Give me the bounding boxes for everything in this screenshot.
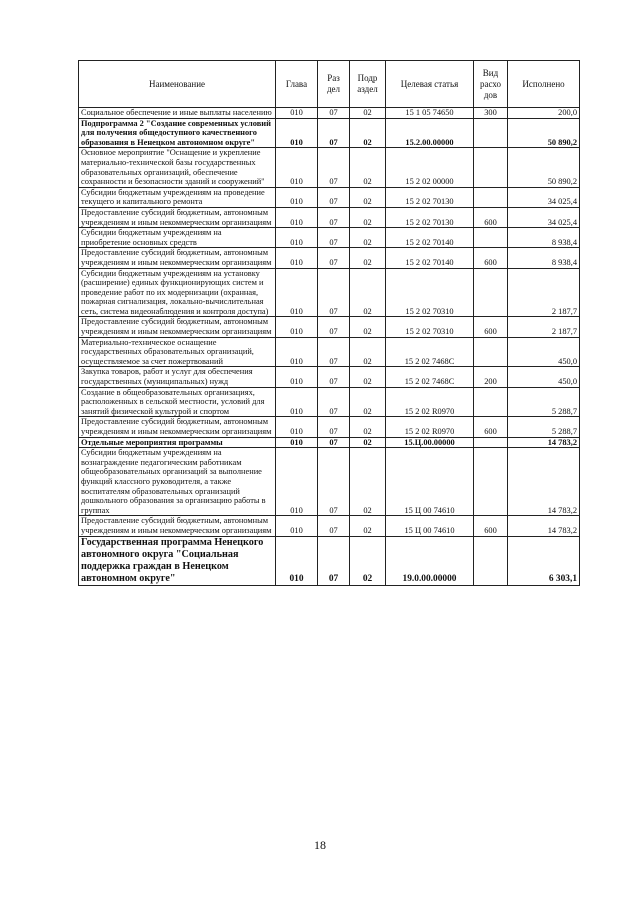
row-target-article: 15.Ц.00.00000 bbox=[386, 437, 474, 448]
table-row bbox=[79, 228, 580, 248]
row-name: Предоставление субсидий бюджетным, автономным учреждениям и иным некоммерческим организациям bbox=[79, 417, 276, 437]
row-razdel: 07 bbox=[318, 187, 350, 207]
row-glava: 010 bbox=[276, 187, 318, 207]
page-number: 18 bbox=[314, 838, 326, 852]
row-glava: 010 bbox=[276, 536, 318, 585]
row-glava: 010 bbox=[276, 268, 318, 317]
row-podrazdel: 02 bbox=[350, 387, 386, 417]
table-row bbox=[79, 248, 580, 268]
row-name: Материально-техническое оснащение государственных образовательных организаций, осуществляемое за счет пожертвований bbox=[79, 337, 276, 367]
row-razdel: 07 bbox=[318, 448, 350, 516]
header-glava: Глава bbox=[276, 61, 318, 108]
row-name: Создание в общеобразовательных организациях, расположенных в сельской местности, условий для занятий физической культурой и спортом bbox=[79, 387, 276, 417]
row-podrazdel: 02 bbox=[350, 437, 386, 448]
table-row bbox=[79, 536, 580, 585]
table-row bbox=[79, 448, 580, 516]
table-row bbox=[79, 337, 580, 367]
row-podrazdel: 02 bbox=[350, 118, 386, 148]
row-amount: 2 187,7 bbox=[508, 268, 580, 317]
row-glava: 010 bbox=[276, 148, 318, 187]
row-glava: 010 bbox=[276, 387, 318, 417]
row-expense-type bbox=[474, 118, 508, 148]
row-name: Отдельные мероприятия программы bbox=[79, 437, 276, 448]
row-razdel: 07 bbox=[318, 108, 350, 119]
row-expense-type: 200 bbox=[474, 367, 508, 387]
row-podrazdel: 02 bbox=[350, 148, 386, 187]
row-podrazdel: 02 bbox=[350, 367, 386, 387]
row-podrazdel: 02 bbox=[350, 536, 386, 585]
row-name: Подпрограмма 2 "Создание современных условий для получения общедоступного качественного образования в Ненецком автономном округе" bbox=[79, 118, 276, 148]
row-amount: 34 025,4 bbox=[508, 207, 580, 227]
table-row bbox=[79, 148, 580, 187]
row-expense-type bbox=[474, 387, 508, 417]
row-target-article: 19.0.00.00000 bbox=[386, 536, 474, 585]
row-razdel: 07 bbox=[318, 317, 350, 337]
row-amount: 14 783,2 bbox=[508, 448, 580, 516]
row-name: Субсидии бюджетным учреждениям на проведение текущего и капитального ремонта bbox=[79, 187, 276, 207]
table-row bbox=[79, 118, 580, 148]
row-razdel: 07 bbox=[318, 367, 350, 387]
row-target-article: 15 Ц 00 74610 bbox=[386, 516, 474, 536]
row-name: Субсидии бюджетным учреждениям на установку (расширение) единых функционирующих систем и проведение работ по их модернизации (охранная, пожарная сигнализация, локально-вычислительная сеть, система видеонаблюдения и контроля доступа) bbox=[79, 268, 276, 317]
table-row bbox=[79, 187, 580, 207]
row-glava: 010 bbox=[276, 337, 318, 367]
row-target-article: 15 2 02 70130 bbox=[386, 207, 474, 227]
row-target-article: 15 2 02 R0970 bbox=[386, 387, 474, 417]
row-expense-type: 600 bbox=[474, 207, 508, 227]
row-amount: 450,0 bbox=[508, 337, 580, 367]
row-target-article: 15 2 02 7468С bbox=[386, 367, 474, 387]
table-row bbox=[79, 367, 580, 387]
row-podrazdel: 02 bbox=[350, 448, 386, 516]
header-target-article: Целевая статья bbox=[386, 61, 474, 108]
row-glava: 010 bbox=[276, 448, 318, 516]
row-glava: 010 bbox=[276, 248, 318, 268]
row-target-article: 15 2 02 70310 bbox=[386, 268, 474, 317]
row-expense-type bbox=[474, 187, 508, 207]
row-expense-type bbox=[474, 437, 508, 448]
row-glava: 010 bbox=[276, 207, 318, 227]
row-razdel: 07 bbox=[318, 437, 350, 448]
row-amount: 5 288,7 bbox=[508, 387, 580, 417]
row-podrazdel: 02 bbox=[350, 187, 386, 207]
row-amount: 14 783,2 bbox=[508, 437, 580, 448]
row-razdel: 07 bbox=[318, 417, 350, 437]
row-razdel: 07 bbox=[318, 268, 350, 317]
row-amount: 8 938,4 bbox=[508, 248, 580, 268]
row-razdel: 07 bbox=[318, 228, 350, 248]
row-podrazdel: 02 bbox=[350, 268, 386, 317]
row-podrazdel: 02 bbox=[350, 516, 386, 536]
row-name: Государственная программа Ненецкого автономного округа "Социальная поддержка граждан в Ненецком автономном округе" bbox=[79, 536, 276, 585]
table-row bbox=[79, 207, 580, 227]
row-name: Предоставление субсидий бюджетным, автономным учреждениям и иным некоммерческим организациям bbox=[79, 207, 276, 227]
row-amount: 200,0 bbox=[508, 108, 580, 119]
row-expense-type bbox=[474, 337, 508, 367]
row-target-article: 15 2 02 70310 bbox=[386, 317, 474, 337]
row-amount: 50 890,2 bbox=[508, 118, 580, 148]
row-razdel: 07 bbox=[318, 118, 350, 148]
row-glava: 010 bbox=[276, 317, 318, 337]
row-amount: 2 187,7 bbox=[508, 317, 580, 337]
row-name: Предоставление субсидий бюджетным, автономным учреждениям и иным некоммерческим организациям bbox=[79, 248, 276, 268]
row-expense-type: 600 bbox=[474, 417, 508, 437]
row-expense-type bbox=[474, 448, 508, 516]
row-expense-type bbox=[474, 536, 508, 585]
row-expense-type: 600 bbox=[474, 248, 508, 268]
table-row bbox=[79, 387, 580, 417]
row-target-article: 15 2 02 70140 bbox=[386, 248, 474, 268]
row-target-article: 15 1 05 74650 bbox=[386, 108, 474, 119]
row-amount: 6 303,1 bbox=[508, 536, 580, 585]
row-target-article: 15 2 02 R0970 bbox=[386, 417, 474, 437]
row-name: Субсидии бюджетным учреждениям на вознаграждение педагогическим работникам общеобразовательных организаций за выполнение функций классного руководителя, а также воспитателям образовательных организаций дошкольного образования за организацию работы в группах bbox=[79, 448, 276, 516]
row-amount: 14 783,2 bbox=[508, 516, 580, 536]
row-expense-type: 600 bbox=[474, 317, 508, 337]
row-expense-type bbox=[474, 228, 508, 248]
row-podrazdel: 02 bbox=[350, 248, 386, 268]
table-row bbox=[79, 437, 580, 448]
table-row bbox=[79, 516, 580, 536]
row-razdel: 07 bbox=[318, 387, 350, 417]
row-target-article: 15 Ц 00 74610 bbox=[386, 448, 474, 516]
row-podrazdel: 02 bbox=[350, 417, 386, 437]
table-body bbox=[79, 108, 580, 586]
header-name: Наименование bbox=[79, 61, 276, 108]
row-razdel: 07 bbox=[318, 248, 350, 268]
row-amount: 34 025,4 bbox=[508, 187, 580, 207]
header-executed: Исполнено bbox=[508, 61, 580, 108]
row-podrazdel: 02 bbox=[350, 317, 386, 337]
row-expense-type bbox=[474, 148, 508, 187]
row-amount: 450,0 bbox=[508, 367, 580, 387]
row-name: Основное мероприятие "Оснащение и укрепление материально-технической базы государственных образовательных организаций, обеспечение сохранности и безопасности зданий и сооружений" bbox=[79, 148, 276, 187]
row-expense-type: 300 bbox=[474, 108, 508, 119]
row-name: Субсидии бюджетным учреждениям на приобретение основных средств bbox=[79, 228, 276, 248]
row-glava: 010 bbox=[276, 367, 318, 387]
row-name: Социальное обеспечение и иные выплаты населению bbox=[79, 108, 276, 119]
row-expense-type: 600 bbox=[474, 516, 508, 536]
budget-execution-table bbox=[78, 60, 580, 586]
row-glava: 010 bbox=[276, 118, 318, 148]
row-glava: 010 bbox=[276, 108, 318, 119]
row-target-article: 15 2 02 7468С bbox=[386, 337, 474, 367]
row-target-article: 15 2 02 70140 bbox=[386, 228, 474, 248]
row-expense-type bbox=[474, 268, 508, 317]
row-glava: 010 bbox=[276, 437, 318, 448]
row-name: Закупка товаров, работ и услуг для обеспечения государственных (муниципальных) нужд bbox=[79, 367, 276, 387]
header-podrazdel: Подр аздел bbox=[350, 61, 386, 108]
row-target-article: 15.2.00.00000 bbox=[386, 118, 474, 148]
table-row bbox=[79, 108, 580, 119]
table-row bbox=[79, 317, 580, 337]
row-podrazdel: 02 bbox=[350, 108, 386, 119]
row-razdel: 07 bbox=[318, 148, 350, 187]
row-razdel: 07 bbox=[318, 207, 350, 227]
row-target-article: 15 2 02 70130 bbox=[386, 187, 474, 207]
row-glava: 010 bbox=[276, 228, 318, 248]
row-podrazdel: 02 bbox=[350, 207, 386, 227]
row-glava: 010 bbox=[276, 516, 318, 536]
header-razdel: Раз дел bbox=[318, 61, 350, 108]
row-name: Предоставление субсидий бюджетным, автономным учреждениям и иным некоммерческим организациям bbox=[79, 317, 276, 337]
budget-table-container bbox=[78, 60, 579, 586]
row-razdel: 07 bbox=[318, 516, 350, 536]
row-amount: 5 288,7 bbox=[508, 417, 580, 437]
row-razdel: 07 bbox=[318, 536, 350, 585]
table-header-row bbox=[79, 61, 580, 108]
row-amount: 50 890,2 bbox=[508, 148, 580, 187]
row-razdel: 07 bbox=[318, 337, 350, 367]
header-expense-type: Вид расхо дов bbox=[474, 61, 508, 108]
table-row bbox=[79, 417, 580, 437]
row-glava: 010 bbox=[276, 417, 318, 437]
row-podrazdel: 02 bbox=[350, 337, 386, 367]
table-row bbox=[79, 268, 580, 317]
row-amount: 8 938,4 bbox=[508, 228, 580, 248]
row-target-article: 15 2 02 00000 bbox=[386, 148, 474, 187]
row-podrazdel: 02 bbox=[350, 228, 386, 248]
row-name: Предоставление субсидий бюджетным, автономным учреждениям и иным некоммерческим организациям bbox=[79, 516, 276, 536]
